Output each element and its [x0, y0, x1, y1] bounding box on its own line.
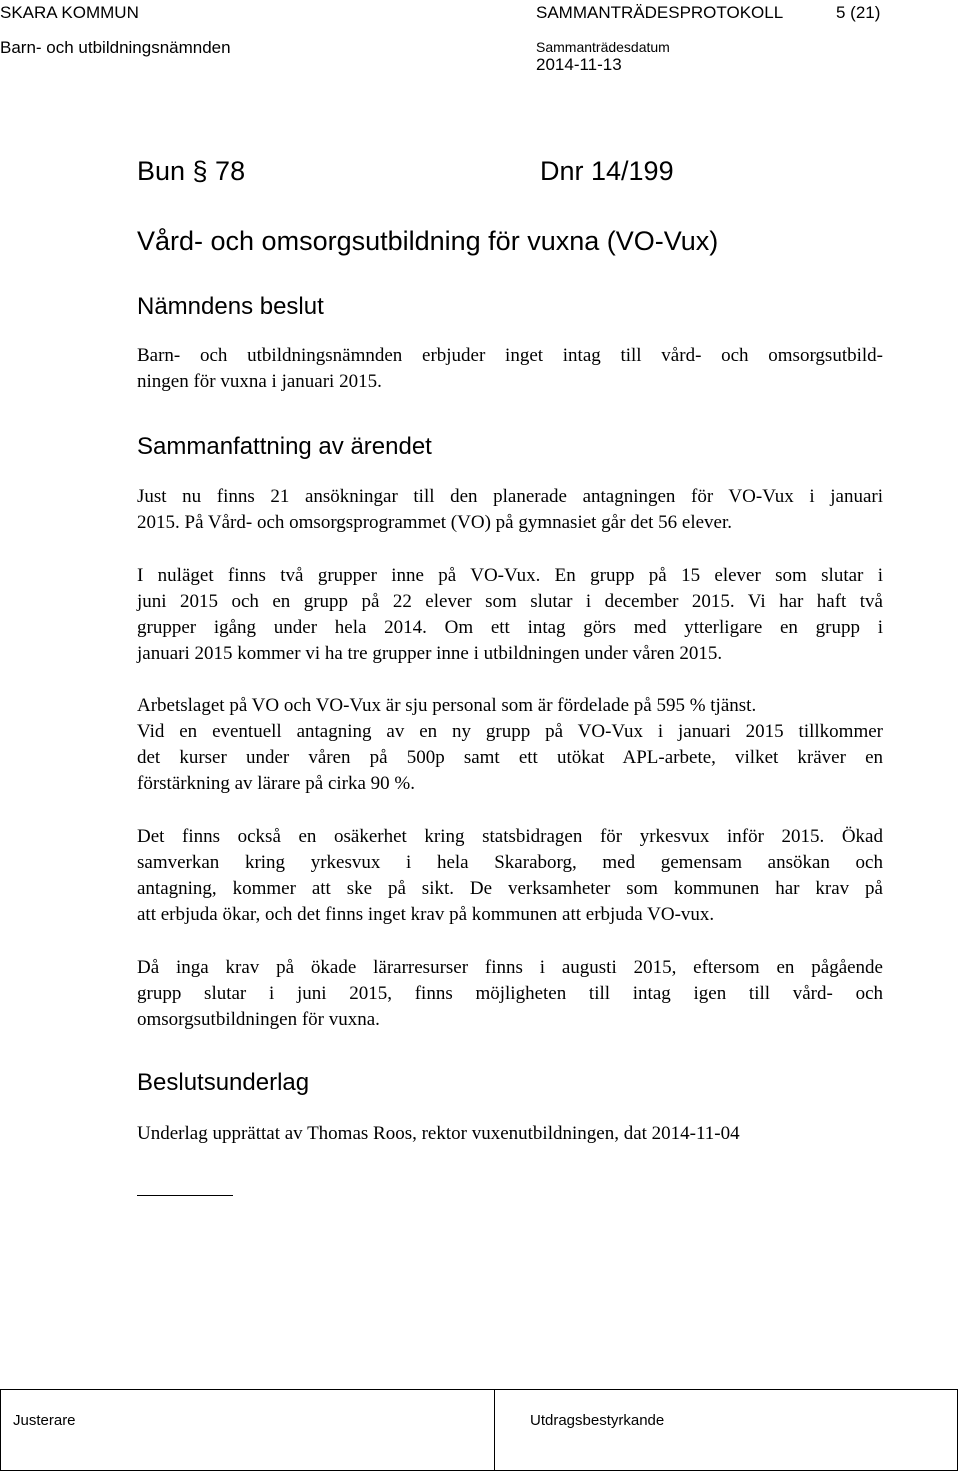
text-line: I nuläget finns två grupper inne på VO-Vux. En grupp på 15 elever som slutar i: [137, 565, 883, 586]
text-line: det kurser under våren på 500p samt ett utökat APL-arbete, vilket kräver en: [137, 747, 883, 768]
text-line: Barn- och utbildningsnämnden erbjuder inget intag till vård- och omsorgsutbild-: [137, 345, 883, 366]
municipality-name: SKARA KOMMUN: [0, 3, 139, 22]
text-line: Underlag upprättat av Thomas Roos, rektor vuxenutbildningen, dat 2014-11-04: [137, 1123, 740, 1144]
summary-heading: Sammanfattning av ärendet: [137, 433, 432, 460]
signature-footer: [0, 1389, 958, 1471]
text-line: Vid en eventuell antagning av en ny grupp på VO-Vux i januari 2015 tillkommer: [137, 721, 883, 742]
basis-heading: Beslutsunderlag: [137, 1069, 310, 1096]
diary-number: Dnr 14/199: [540, 156, 674, 186]
text-line: antagning, kommer att ske på sikt. De verksamheter som kommunen har krav på: [137, 878, 883, 899]
text-line: 2015. På Vård- och omsorgsprogrammet (VO) på gymnasiet går det 56 elever.: [137, 512, 733, 533]
text-line: Arbetslaget på VO och VO-Vux är sju personal som är fördelade på 595 % tjänst.: [137, 695, 757, 716]
summary-paragraph-3: [137, 693, 883, 797]
text-line: förstärkning av lärare på cirka 90 %.: [137, 773, 416, 794]
summary-paragraph-4: [137, 824, 883, 928]
page-number: 5 (21): [836, 3, 881, 22]
text-line: januari 2015 kommer vi ha tre grupper inne i utbildningen under våren 2015.: [137, 643, 723, 664]
text-line: juni 2015 och en grupp på 22 elever som slutar i december 2015. Vi har haft två: [137, 591, 883, 612]
text-line: Då inga krav på ökade lärarresurser finns i augusti 2015, eftersom en pågående: [137, 957, 883, 978]
text-line: grupper igång under hela 2014. Om ett intag görs med ytterligare en grupp i: [137, 617, 883, 638]
footer-divider: [494, 1390, 495, 1470]
meeting-date-label: Sammanträdesdatum: [536, 39, 670, 55]
separator-line: [137, 1195, 233, 1196]
item-title: Vård- och omsorgsutbildning för vuxna (VO-Vux): [137, 226, 719, 256]
document-type: SAMMANTRÄDESPROTOKOLL: [536, 3, 784, 22]
extract-certification-label: Utdragsbestyrkande: [530, 1412, 665, 1429]
adjuster-label: Justerare: [13, 1412, 76, 1429]
text-line: samverkan kring yrkesvux i hela Skaraborg, med gemensam ansökan och: [137, 852, 883, 873]
summary-paragraph-2: [137, 563, 883, 667]
basis-text: [137, 1121, 897, 1147]
text-line: omsorgsutbildningen för vuxna.: [137, 1009, 380, 1030]
text-line: Just nu finns 21 ansökningar till den planerade antagningen för VO-Vux i januari: [137, 486, 883, 507]
summary-paragraph-1: [137, 484, 883, 536]
decision-heading: Nämndens beslut: [137, 293, 324, 320]
summary-paragraph-5: [137, 955, 883, 1033]
item-number: Bun § 78: [137, 156, 246, 186]
decision-text: [137, 343, 883, 395]
text-line: grupp slutar i juni 2015, finns möjligheten till intag igen till vård- och: [137, 983, 883, 1004]
meeting-date: 2014-11-13: [536, 55, 622, 74]
text-line: att erbjuda ökar, och det finns inget krav på kommunen att erbjuda VO-vux.: [137, 904, 715, 925]
committee-name: Barn- och utbildningsnämnden: [0, 38, 231, 57]
text-line: ningen för vuxna i januari 2015.: [137, 371, 382, 392]
text-line: Det finns också en osäkerhet kring statsbidragen för yrkesvux inför 2015. Ökad: [137, 826, 883, 847]
